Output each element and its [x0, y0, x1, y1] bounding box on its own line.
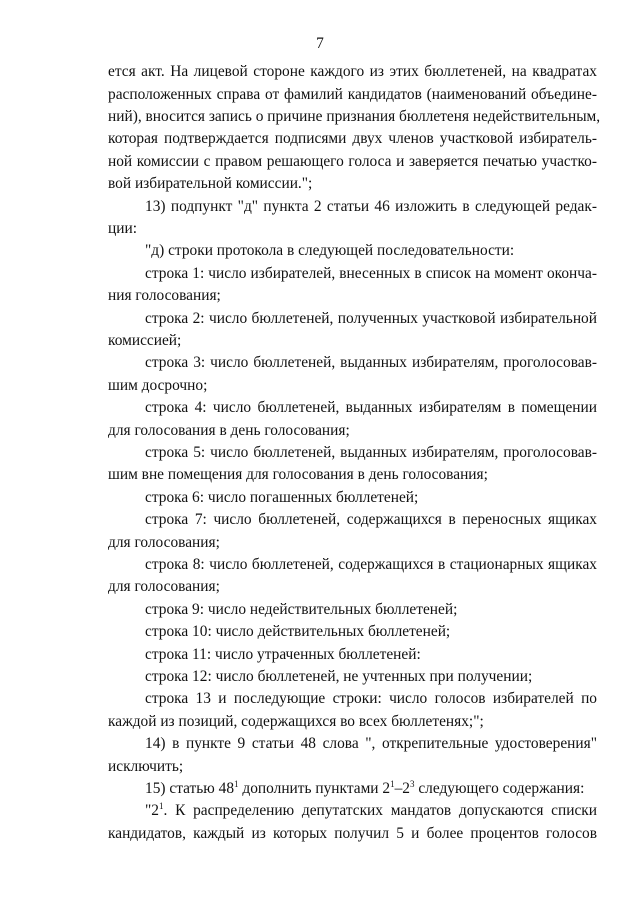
text-line: для голосования; — [108, 534, 220, 551]
text-line: вой избирательной комиссии."; — [108, 175, 313, 192]
text-line: ний), вносится запись о причине признания бюллетеня недействительным, — [108, 108, 601, 125]
text-line: строка 9: число недействительных бюллетеней; — [145, 601, 458, 618]
text-line: строка 4: число бюллетеней, выданных избирателям в помещении — [145, 399, 597, 416]
text-line: строка 7: число бюллетеней, содержащихся в переносных ящиках — [145, 511, 597, 528]
text-line: строка 10: число действительных бюллетеней; — [145, 623, 451, 640]
text-line: шим вне помещения для голосования в день голосования; — [108, 466, 488, 483]
text-line: строка 3: число бюллетеней, выданных избирателям, проголосовав- — [145, 354, 597, 371]
text-line: строка 12: число бюллетеней, не учтенных при получении; — [145, 668, 533, 685]
text-line: для голосования в день голосования; — [108, 422, 350, 439]
text-line: 13) подпункт "д" пункта 2 статьи 46 изложить в следующей редак- — [145, 198, 597, 215]
text-line: 14) в пункте 9 статьи 48 слова ", открепительные удостоверения" — [145, 735, 597, 752]
text-line: комиссией; — [108, 332, 182, 349]
text-line: которая подтверждается подписями двух членов участковой избиратель- — [108, 130, 597, 147]
text-fragment: . К распределению депутатских мандатов допускаются списки — [163, 802, 597, 819]
text-line: ной комиссии с правом решающего голоса и заверяется печатью участко- — [108, 153, 597, 170]
text-line — [108, 778, 597, 800]
text-fragment: 15) статью 48 — [145, 780, 235, 797]
text-fragment: –2 — [394, 780, 410, 797]
text-line: кандидатов, каждый из которых получил 5 и более процентов голосов — [108, 825, 597, 842]
page-number: 7 — [316, 35, 324, 52]
text-line: расположенных справа от фамилий кандидатов (наименований объедине- — [108, 86, 597, 103]
text-line — [108, 800, 597, 822]
text-line: строка 1: число избирателей, внесенных в список на момент оконча- — [145, 265, 597, 282]
text-line: ется акт. На лицевой стороне каждого из этих бюллетеней, на квадратах — [108, 63, 597, 80]
text-line: ния голосования; — [108, 287, 221, 304]
text-line: строка 2: число бюллетеней, полученных участковой избирательной — [145, 310, 597, 327]
text-line: строка 13 и последующие строки: число голосов избирателей по — [145, 690, 597, 707]
text-fragment: следующего содержания: — [414, 780, 585, 797]
text-line: строка 11: число утраченных бюллетеней: — [145, 646, 421, 663]
text-line: строка 8: число бюллетеней, содержащихся в стационарных ящиках — [145, 556, 597, 573]
text-line: "д) строки протокола в следующей последовательности: — [145, 242, 515, 259]
text-line: исключить; — [108, 758, 184, 775]
text-fragment: "2 — [145, 802, 159, 819]
text-line: строка 5: число бюллетеней, выданных избирателям, проголосовав- — [145, 444, 597, 461]
text-line: строка 6: число погашенных бюллетеней; — [145, 489, 419, 506]
superscript: 3 — [409, 778, 415, 789]
text-line: шим досрочно; — [108, 377, 208, 394]
superscript: 1 — [158, 800, 164, 811]
text-line: ции: — [108, 220, 137, 237]
superscript: 1 — [234, 778, 239, 789]
text-line: каждой из позиций, содержащихся во всех бюллетенях;"; — [108, 713, 484, 730]
text-fragment: дополнить пунктами 2 — [238, 780, 391, 797]
text-line: для голосования; — [108, 578, 220, 595]
superscript: 1 — [390, 778, 395, 789]
